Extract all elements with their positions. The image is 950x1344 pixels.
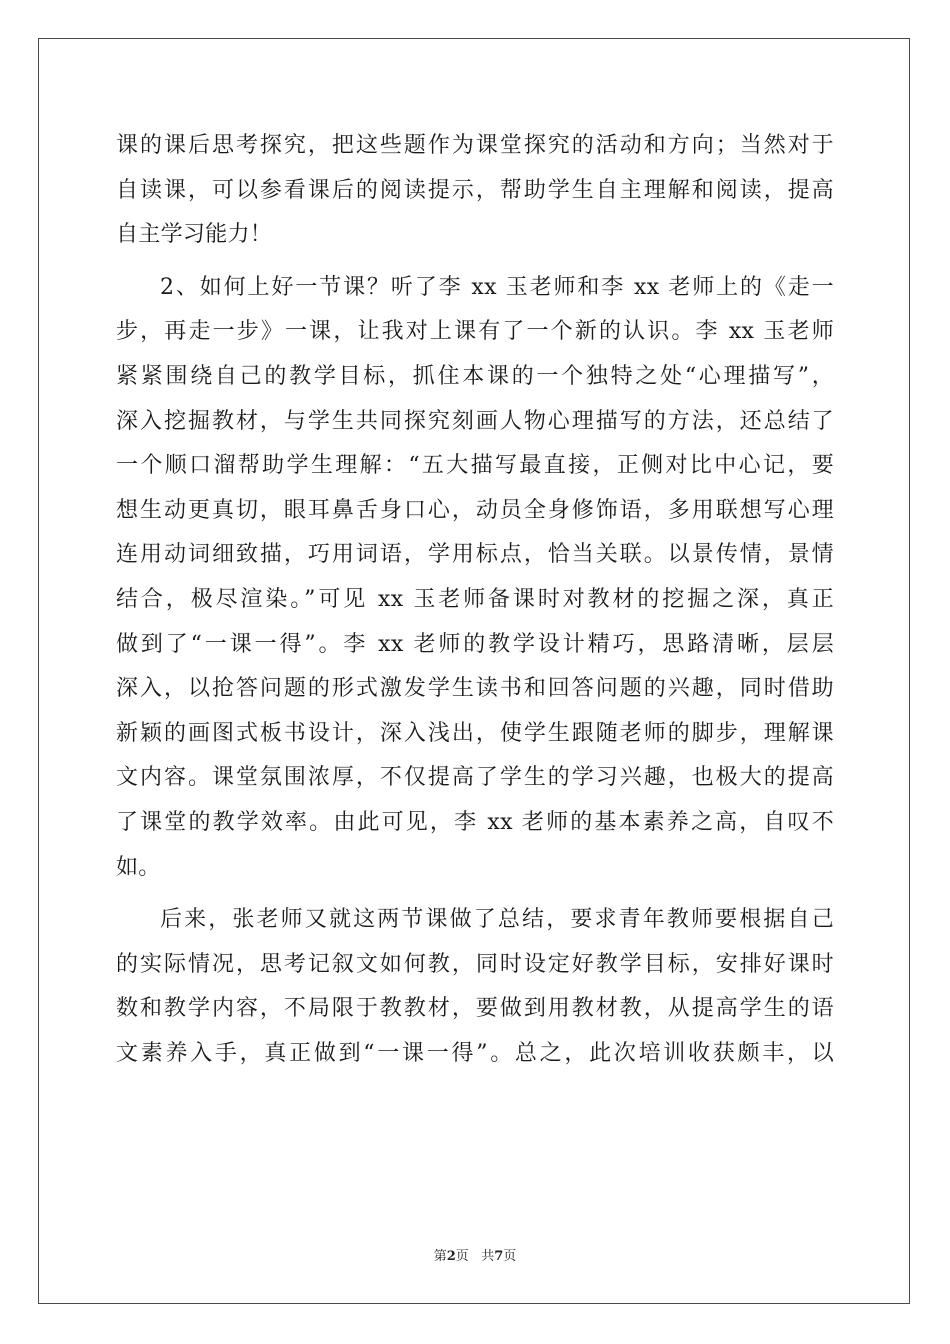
text-line: 自主学习能力！	[116, 222, 273, 248]
text-line: 后来，张老师又就这两节课做了总结，要求青年教师要根据自己	[160, 907, 834, 933]
text-line: 连用动词细致描，巧用词语，学用标点，恰当关联。以景传情，景情	[116, 542, 834, 568]
text-line: 做到了“一课一得”。李 xx 老师的教学设计精巧，思路清晰，层层	[116, 631, 834, 657]
text-line: 2、如何上好一节课？听了李 xx 玉老师和李 xx 老师上的《走一	[160, 274, 834, 300]
text-line: 结合，极尽渲染。”可见 xx 玉老师备课时对教材的挖掘之深，真正	[116, 586, 834, 612]
text-line: 步，再走一步》一课，让我对上课有了一个新的认识。李 xx 玉老师	[116, 319, 834, 345]
text-line: 了课堂的教学效率。由此可见，李 xx 老师的基本素养之高，自叹不	[116, 809, 834, 835]
text-line: 深入，以抢答问题的形式激发学生读书和回答问题的兴趣，同时借助	[116, 676, 834, 702]
text-line: 新颖的画图式板书设计，深入浅出，使学生跟随老师的脚步，理解课	[116, 720, 834, 746]
total-suffix: 页	[503, 1249, 517, 1264]
page-prefix: 第	[433, 1249, 447, 1264]
paragraph-gap	[116, 890, 834, 898]
total-pages: 7	[494, 1249, 504, 1264]
text-line: 自读课，可以参看课后的阅读提示，帮助学生自主理解和阅读，提高	[116, 177, 834, 203]
text-line: 深入挖掘教材，与学生共同探究刻画人物心理描写的方法，还总结了	[116, 408, 834, 434]
total-prefix: 共	[481, 1249, 495, 1264]
text-line: 的实际情况，思考记叙文如何教，同时设定好教学目标，安排好课时	[116, 951, 834, 977]
text-line: 如。	[116, 854, 161, 880]
text-line: 文素养入手，真正做到“一课一得”。总之，此次培训收获颇丰，以	[116, 1040, 834, 1066]
document-body	[116, 124, 834, 1076]
paragraph-gap	[116, 258, 834, 266]
text-line: 课的课后思考探究，把这些题作为课堂探究的活动和方向；当然对于	[116, 133, 834, 158]
text-line: 数和教学内容，不局限于教教材，要做到用教材教，从提高学生的语	[116, 996, 834, 1022]
text-line: 想生动更真切，眼耳鼻舌身口心，动员全身修饰语，多用联想写心理	[116, 497, 834, 523]
text-line: 紧紧围绕自己的教学目标，抓住本课的一个独特之处“心理描写”，	[116, 363, 834, 389]
text-line: 文内容。课堂氛围浓厚，不仅提高了学生的学习兴趣，也极大的提高	[116, 765, 834, 791]
page-footer	[0, 1248, 950, 1266]
page-suffix: 页	[455, 1249, 469, 1264]
text-line: 一个顺口溜帮助学生理解：“五大描写最直接，正侧对比中心记，要	[116, 453, 834, 479]
page-number: 2	[446, 1249, 456, 1264]
